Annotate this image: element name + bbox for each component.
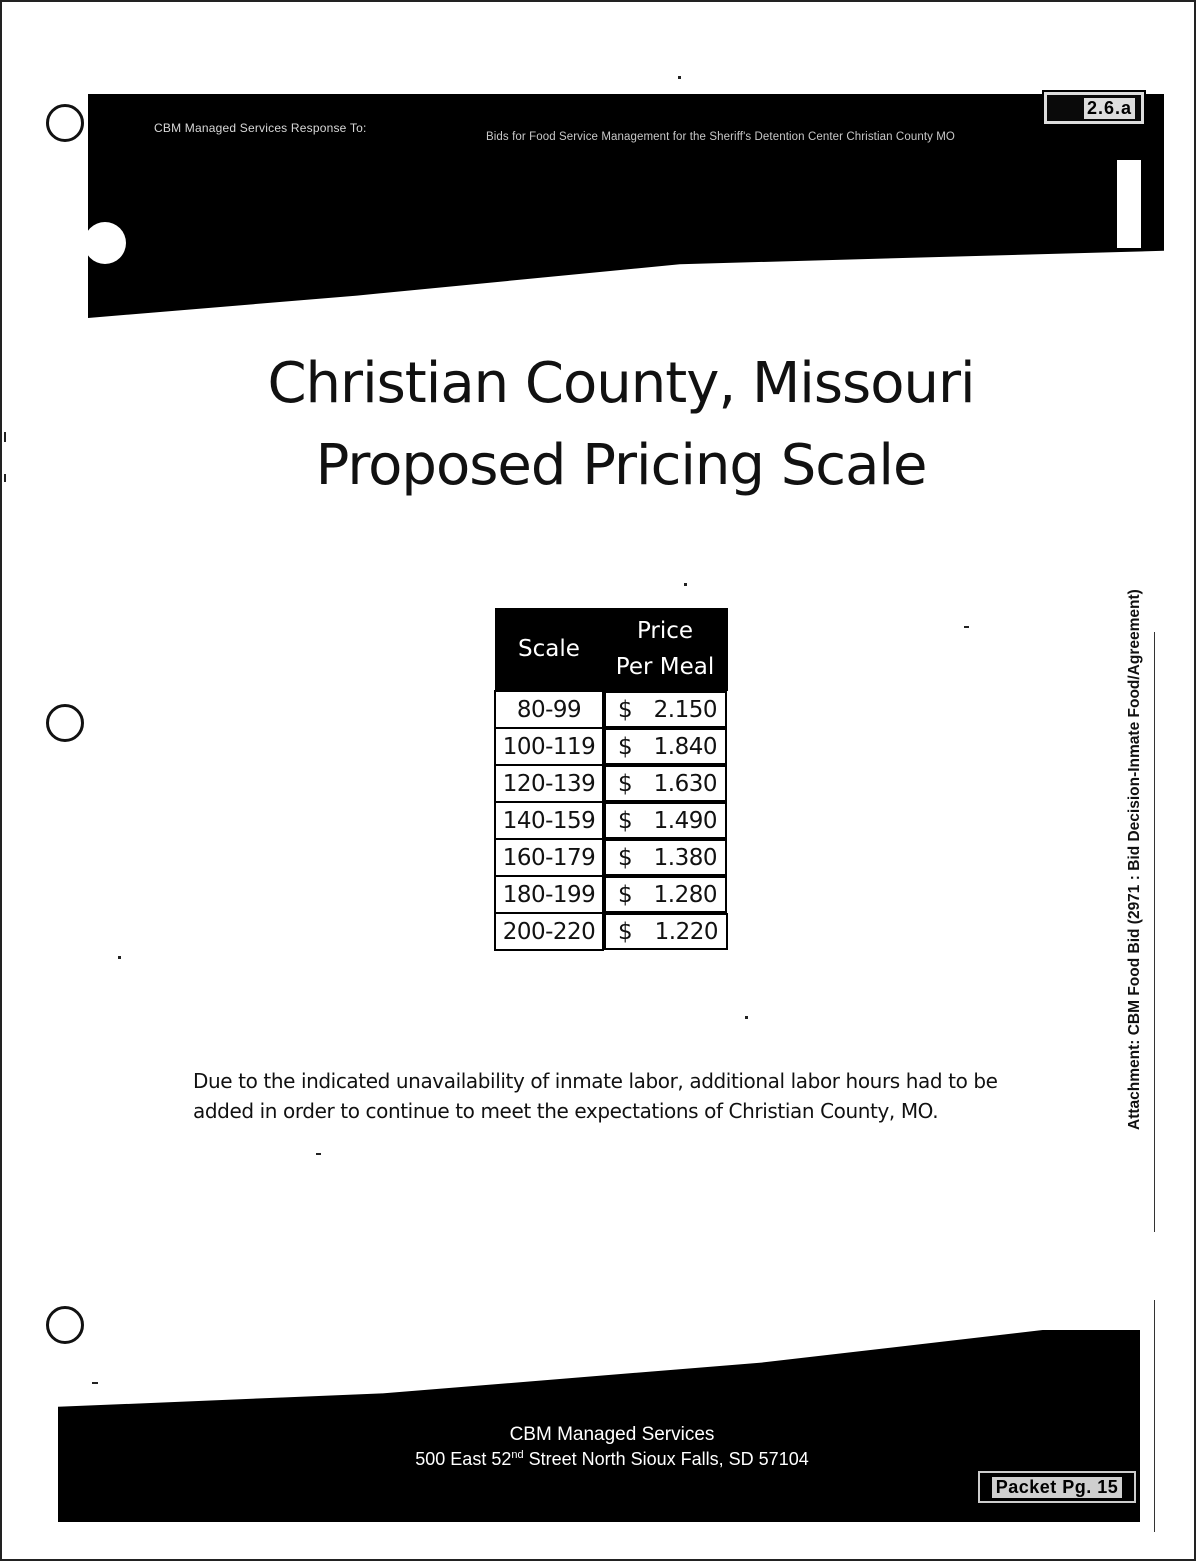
footer-address-sup: nd (511, 1449, 524, 1461)
header-price-line1: Price (636, 618, 694, 644)
price-cell (604, 839, 727, 876)
price-value: 1.220 (654, 918, 718, 945)
scan-speck (4, 474, 6, 482)
price-value: 1.380 (653, 844, 717, 871)
price-cell (604, 802, 727, 839)
scale-cell: 80-99 (495, 691, 603, 728)
table-row (495, 691, 728, 728)
scan-speck (92, 1382, 98, 1384)
scan-speck (964, 626, 969, 628)
currency-symbol: $ (618, 807, 633, 834)
table-row (495, 913, 728, 950)
footer-company-name: CBM Managed Services (509, 1424, 715, 1445)
packet-page-text: Packet Pg. 15 (992, 1477, 1123, 1498)
currency-symbol: $ (618, 733, 633, 760)
page-subtitle: Proposed Pricing Scale (315, 433, 927, 498)
margin-line (1154, 632, 1155, 1232)
price-value: 2.150 (653, 696, 717, 723)
header-response-label: CBM Managed Services Response To: (154, 121, 367, 135)
punch-hole-icon (46, 704, 84, 742)
table-row (495, 802, 728, 839)
punch-hole-icon (46, 1306, 84, 1344)
scan-speck (684, 583, 687, 586)
section-tag-text: 2.6.a (1084, 98, 1135, 119)
currency-symbol: $ (618, 696, 633, 723)
scale-cell: 200-220 (495, 913, 603, 950)
pricing-table-body (495, 691, 728, 950)
currency-symbol: $ (618, 918, 633, 945)
scale-cell: 160-179 (495, 839, 603, 876)
price-value: 1.280 (653, 881, 717, 908)
scan-speck (678, 76, 681, 79)
table-row (495, 728, 728, 765)
footer-address-pre: 500 East 52 (415, 1449, 512, 1469)
header-price-line2: Per Meal (615, 653, 715, 680)
scan-speck (745, 1016, 748, 1019)
attachment-label: Attachment: CBM Food Bid (2971 : Bid Decision-Inmate Food/Agreement) (1126, 589, 1143, 1130)
price-value: 1.840 (653, 733, 717, 760)
scan-speck (118, 956, 121, 959)
page-title: Christian County, Missouri (267, 351, 975, 416)
price-cell (604, 728, 727, 765)
footer-address (0, 1449, 1200, 1470)
section-tag-badge (1044, 92, 1144, 124)
scan-speck (4, 432, 6, 442)
header-notch (1117, 160, 1141, 248)
price-cell (604, 913, 728, 950)
scale-cell: 100-119 (495, 728, 603, 765)
labor-note: Due to the indicated unavailability of inmate labor, additional labor hours had to be added in order to continue to meet the expectations of Christian County, MO. (193, 1069, 998, 1123)
scan-speck (316, 1153, 321, 1155)
currency-symbol: $ (618, 770, 633, 797)
scale-cell: 140-159 (495, 802, 603, 839)
punch-hole-icon (84, 222, 126, 264)
scale-cell: 180-199 (495, 876, 603, 913)
packet-page-badge (978, 1471, 1136, 1503)
header-scale: Scale (495, 608, 603, 691)
header-bid-title: Bids for Food Service Management for the Sheriff's Detention Center Christian County MO (486, 131, 955, 143)
price-value: 1.630 (653, 770, 717, 797)
table-header-row (495, 608, 728, 691)
scale-cell: 120-139 (495, 765, 603, 802)
header-price-per-meal (603, 608, 728, 691)
price-cell (604, 876, 727, 913)
pricing-table (494, 608, 729, 951)
table-row (495, 839, 728, 876)
punch-hole-icon (46, 104, 84, 142)
price-cell (604, 765, 727, 802)
margin-line (1154, 1300, 1155, 1532)
price-value: 1.490 (653, 807, 717, 834)
footer-address-post: Street North Sioux Falls, SD 57104 (523, 1449, 809, 1469)
table-row (495, 876, 728, 913)
price-cell (604, 691, 727, 728)
currency-symbol: $ (618, 844, 633, 871)
table-row (495, 765, 728, 802)
currency-symbol: $ (618, 881, 633, 908)
